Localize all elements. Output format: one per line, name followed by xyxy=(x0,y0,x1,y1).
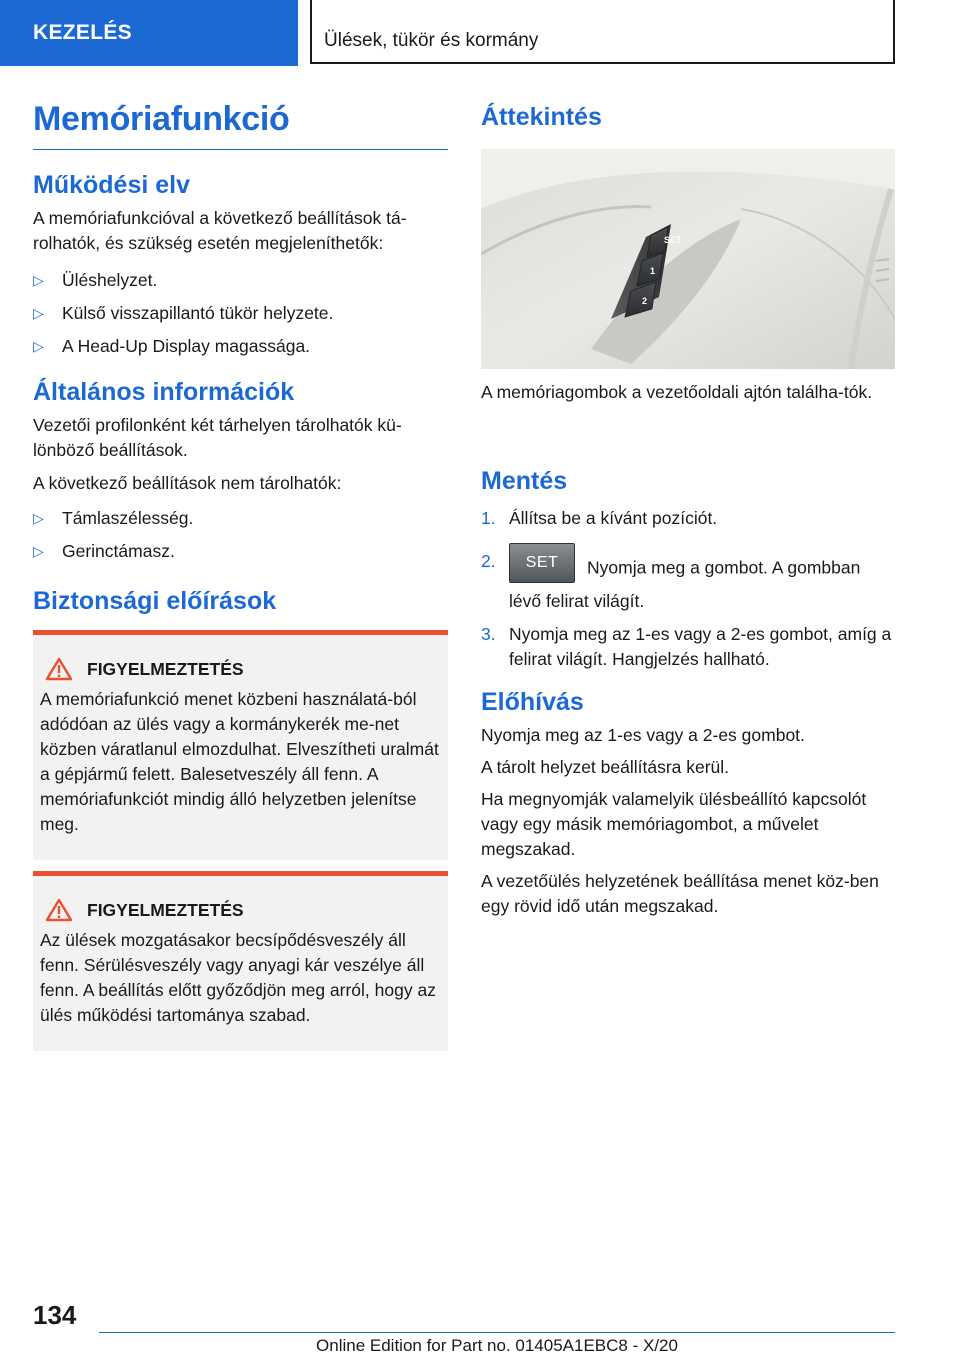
general-list xyxy=(33,506,448,564)
list-item: ▷ A Head-Up Display magassága. xyxy=(33,334,448,359)
page-title: Memóriafunkció xyxy=(33,100,448,150)
principle-heading: Működési elv xyxy=(33,171,190,199)
triangle-bullet-icon: ▷ xyxy=(33,510,44,526)
photo-caption: A memóriagombok a vezetőoldali ajtón találha-tók. xyxy=(481,382,873,402)
door-panel-illustration xyxy=(481,149,895,369)
recall-text-3: Ha megnyomják valamelyik ülésbeállító kapcsolót vagy egy másik memóriagombot, a művelet megszakad. xyxy=(481,789,867,859)
triangle-bullet-icon: ▷ xyxy=(33,272,44,288)
triangle-bullet-icon: ▷ xyxy=(33,305,44,321)
section-tab: KEZELÉS xyxy=(0,0,298,66)
list-item: ▷ Támlaszélesség. xyxy=(33,506,448,531)
list-item: ▷ Üléshelyzet. xyxy=(33,268,448,293)
triangle-bullet-icon: ▷ xyxy=(33,543,44,559)
warning-triangle-icon xyxy=(45,657,73,681)
save-section xyxy=(481,467,895,680)
recall-heading: Előhívás xyxy=(481,688,584,716)
triangle-bullet-icon: ▷ xyxy=(33,338,44,354)
recall-text-4: A vezetőülés helyzetének beállítása menet köz-ben egy rövid idő után megszakad. xyxy=(481,871,879,916)
step-item: 2. SET Nyomja meg a gombot. A gombban lévő felirat világít. xyxy=(481,549,895,614)
list-item: ▷ Gerinctámasz. xyxy=(33,539,448,564)
step-item: 1. Állítsa be a kívánt pozíciót. xyxy=(481,508,718,528)
recall-section xyxy=(481,688,895,919)
list-item: ▷ Külső visszapillantó tükör helyzete. xyxy=(33,301,448,326)
overview-heading: Áttekintés xyxy=(481,103,602,131)
principle-list xyxy=(33,268,448,359)
safety-heading: Biztonsági előírások xyxy=(33,587,277,615)
footer-edition: Online Edition for Part no. 01405A1EBC8 - X/20 xyxy=(316,1336,678,1355)
photo-set-label: SET xyxy=(664,235,682,245)
general-section xyxy=(33,378,448,572)
principle-section xyxy=(33,171,448,367)
warning-triangle-icon xyxy=(45,898,73,922)
warning-text: A memóriafunkció menet közbeni használatá-ból adódóan az ülés vagy a kormánykerék me-net közben váratlanul elmozdulhat. Elveszítheti uralmát a gépjármű felett. Balesetveszély áll fenn. A memóriafunkciót mindig álló helyzetben jelenítse meg. xyxy=(40,689,439,834)
photo-button-2-label: 2 xyxy=(642,296,648,306)
warning-text: Az ülések mozgatásakor becsípődésveszély áll fenn. Sérülésveszély vagy anyagi kár veszélye áll fenn. A beállítás előtt győződjön meg arról, hogy az ülés működési tartománya szabad. xyxy=(40,930,436,1025)
step-item: 3. Nyomja meg az 1-es vagy a 2-es gombot, amíg a felirat világít. Hangjelzés hallható. xyxy=(481,624,892,669)
recall-text-2: A tárolt helyzet beállításra kerül. xyxy=(481,757,730,777)
warning-title: FIGYELMEZTETÉS xyxy=(87,658,244,679)
warning-box-2 xyxy=(33,871,448,1051)
save-heading: Mentés xyxy=(481,467,568,495)
footer-divider xyxy=(99,1332,895,1333)
save-steps xyxy=(481,506,895,672)
general-heading: Általános információk xyxy=(33,378,295,406)
principle-intro: A memóriafunkcióval a következő beállítások tá-rolhatók, és szükség esetén megjeleníthetők: xyxy=(33,208,407,253)
warning-title: FIGYELMEZTETÉS xyxy=(87,899,244,920)
general-text-2: A következő beállítások nem tárolhatók: xyxy=(33,473,342,493)
general-text-1: Vezetői profilonként két tárhelyen tárolhatók kü-lönböző beállítások. xyxy=(33,415,402,460)
page-number: 134 xyxy=(33,1300,77,1330)
warning-box-1 xyxy=(33,630,448,860)
set-button-icon: SET xyxy=(509,543,575,583)
chapter-title: Ülések, tükör és kormány xyxy=(310,0,895,64)
memory-buttons-photo xyxy=(481,149,895,369)
photo-button-1-label: 1 xyxy=(650,266,656,276)
recall-text-1: Nyomja meg az 1-es vagy a 2-es gombot. xyxy=(481,725,805,745)
